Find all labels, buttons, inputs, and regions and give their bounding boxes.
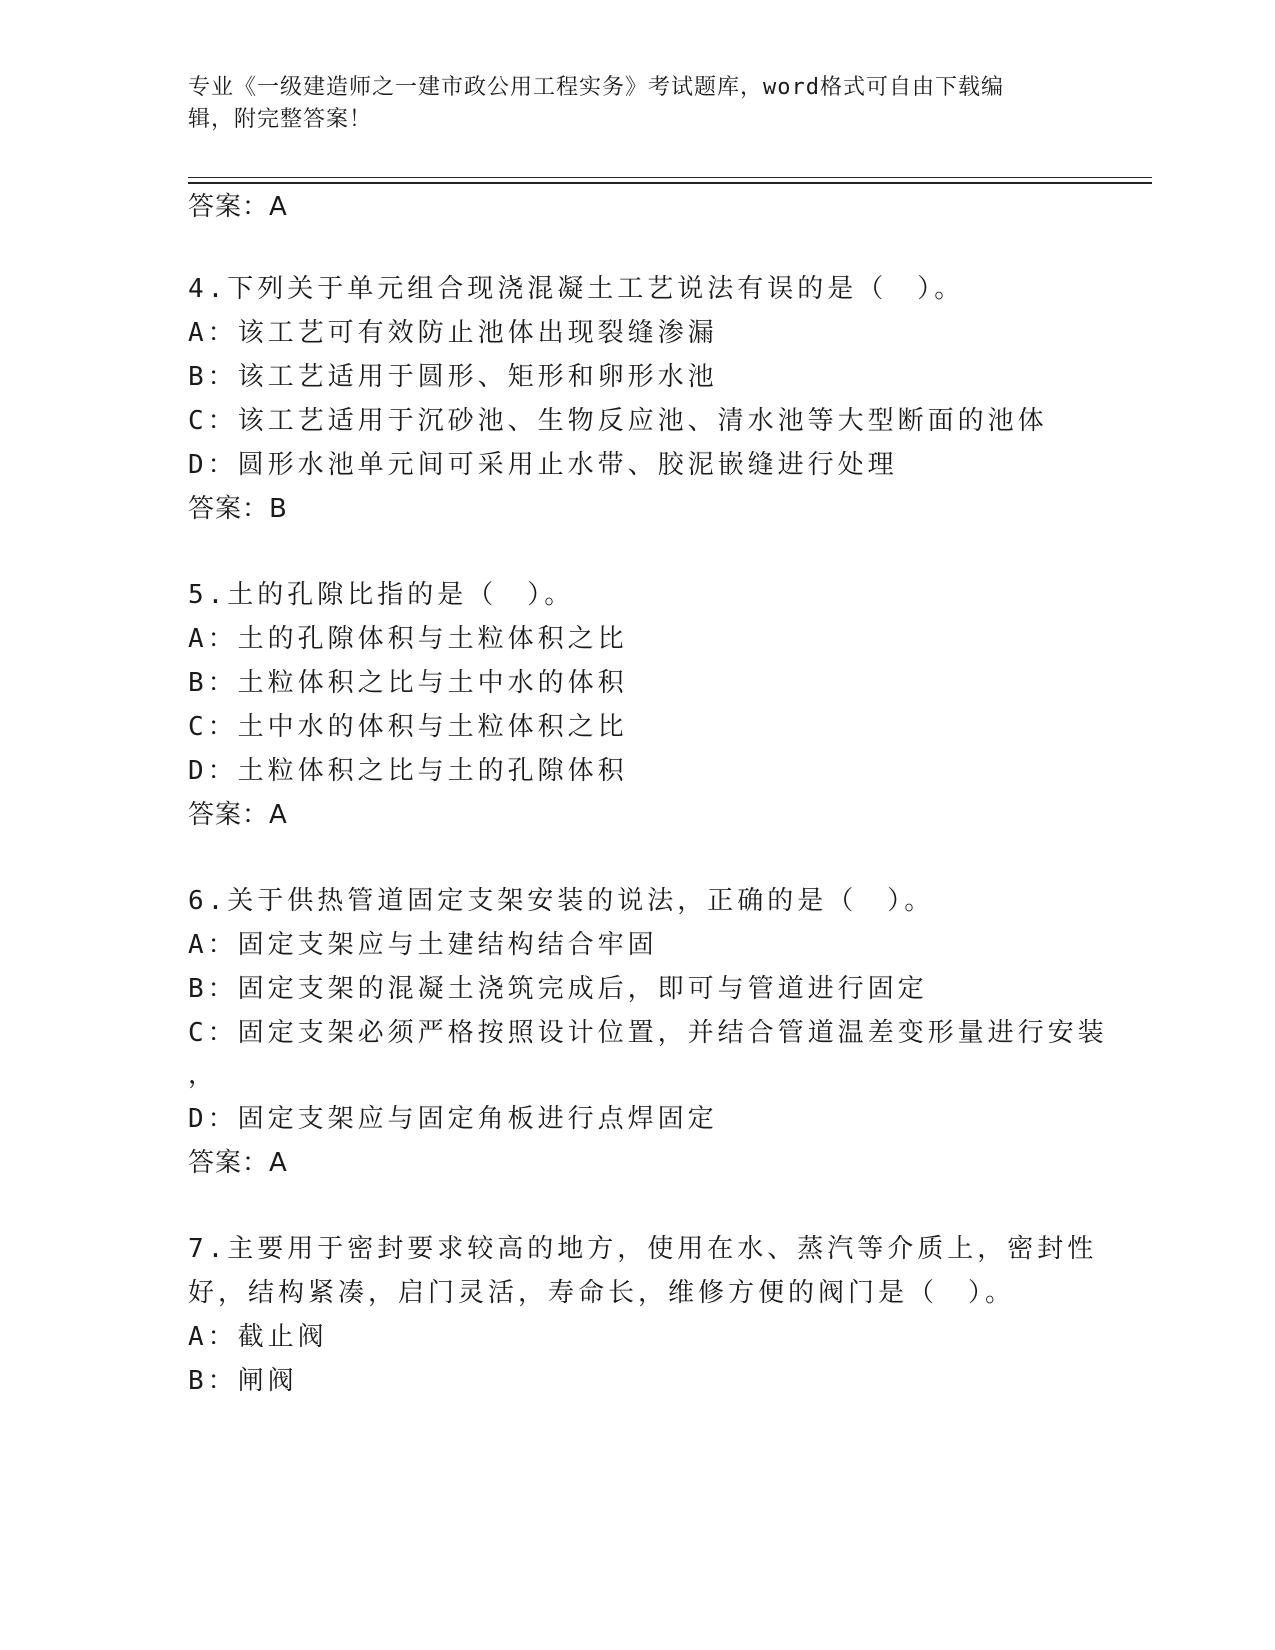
question-7-option-b: B：闸阀 bbox=[188, 1366, 298, 1396]
question-4-stem: 4.下列关于单元组合现浇混凝土工艺说法有误的是（ ）。 bbox=[188, 274, 965, 304]
question-6-option-a: A：固定支架应与土建结构结合牢固 bbox=[188, 930, 658, 960]
question-6-option-c-continuation: ， bbox=[188, 1060, 219, 1090]
question-4-option-b: B：该工艺适用于圆形、矩形和卵形水池 bbox=[188, 362, 718, 392]
question-6-option-c: C：固定支架必须严格按照设计位置，并结合管道温差变形量进行安装 bbox=[188, 1018, 1108, 1048]
header-divider-thick bbox=[188, 182, 1152, 184]
question-7-stem-line-2: 好，结构紧凑，启门灵活，寿命长，维修方便的阀门是（ ）。 bbox=[188, 1278, 1016, 1308]
question-5-option-d: D：土粒体积之比与土的孔隙体积 bbox=[188, 756, 628, 786]
question-5-stem: 5.土的孔隙比指的是（ ）。 bbox=[188, 580, 575, 610]
previous-answer: 答案：A bbox=[188, 192, 288, 222]
question-4-answer: 答案：B bbox=[188, 494, 288, 524]
header-line-1: 专业《一级建造师之一建市政公用工程实务》考试题库，word格式可自由下载编 bbox=[188, 75, 1004, 100]
question-7-stem-line-1: 7.主要用于密封要求较高的地方，使用在水、蒸汽等介质上，密封性 bbox=[188, 1234, 1098, 1264]
question-5-option-c: C：土中水的体积与土粒体积之比 bbox=[188, 712, 628, 742]
question-4-option-d: D：圆形水池单元间可采用止水带、胶泥嵌缝进行处理 bbox=[188, 450, 898, 480]
question-4-option-c: C：该工艺适用于沉砂池、生物反应池、清水池等大型断面的池体 bbox=[188, 406, 1048, 436]
question-4-option-a: A：该工艺可有效防止池体出现裂缝渗漏 bbox=[188, 318, 718, 348]
question-6-option-b: B：固定支架的混凝土浇筑完成后，即可与管道进行固定 bbox=[188, 974, 928, 1004]
question-5-answer: 答案：A bbox=[188, 800, 288, 830]
question-6-stem: 6.关于供热管道固定支架安装的说法，正确的是（ ）。 bbox=[188, 886, 935, 916]
question-5-option-a: A：土的孔隙体积与土粒体积之比 bbox=[188, 624, 628, 654]
header-divider-thin bbox=[188, 177, 1152, 178]
question-6-answer: 答案：A bbox=[188, 1148, 288, 1178]
question-5-option-b: B：土粒体积之比与土中水的体积 bbox=[188, 668, 628, 698]
header-line-2: 辑，附完整答案！ bbox=[188, 107, 373, 132]
document-header bbox=[188, 72, 1068, 136]
question-7-option-a: A：截止阀 bbox=[188, 1322, 328, 1352]
question-6-option-d: D：固定支架应与固定角板进行点焊固定 bbox=[188, 1104, 718, 1134]
